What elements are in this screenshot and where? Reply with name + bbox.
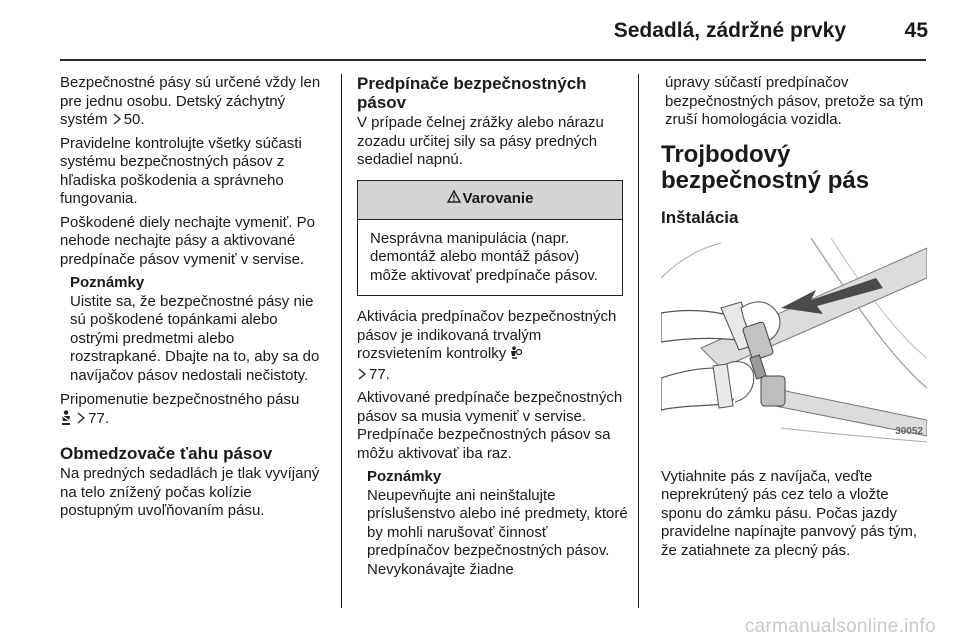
page-reference-link[interactable]: 77. [88, 409, 110, 427]
paragraph: Aktivované predpínače bezpečnostných pásov sa musia vymeniť v servise. Predpínače bezpečnostných pásov sa môžu aktivovať iba raz. [357, 389, 623, 462]
reference-arrow-icon [112, 111, 124, 130]
section-heading: Predpínače bezpečnostných pásov [357, 74, 587, 112]
note-block [70, 274, 328, 385]
page-reference-link[interactable]: 77. [369, 365, 390, 383]
seatbelt-reminder-icon [60, 410, 72, 431]
paragraph: Vytiahnite pás z navíjača, veďte neprekrútený pás cez telo a vložte sponu do zámku pásu. Počas jazdy pravidelne napínajte panvový pás tým, že zatiahnete za plecný pás. [661, 467, 917, 559]
paragraph: Aktivácia predpínačov bezpečnostných pásov je indikovaná trvalým rozsvietením kontrolky 77. [357, 308, 617, 383]
page-reference-link[interactable]: 50. [123, 111, 145, 128]
reference-arrow-icon [357, 366, 369, 385]
watermark: carmanualsonline.info [744, 616, 936, 637]
paragraph: Na predných sedadlách je tlak vyvíjaný na telo znížený počas kolízie postupným uvoľňovaním pásu. [60, 465, 320, 519]
note-text: Neupevňujte ani neinštalujte príslušenstvo alebo iné predmety, ktoré by mohli narušovať činnosť predpínačov bezpečnostných pásov. Nevykonávajte žiadne [367, 486, 628, 578]
image-code: 30052 [895, 426, 923, 437]
page-number: 45 [904, 19, 928, 42]
airbag-tensioner-icon [510, 346, 522, 366]
column-divider [341, 74, 342, 608]
warning-triangle-icon [447, 190, 461, 209]
note-text: Uistite sa, že bezpečnostné pásy nie sú poškodené topánkami alebo ostrými predmetmi alebo rozstrapkané. Dbajte na to, aby sa do navíjačov pásov nedostali nečistoty. [70, 292, 320, 384]
seatbelt-installation-illustration [661, 238, 927, 446]
column-2 [357, 74, 629, 585]
page-header-title: Sedadlá, zádržné prvky [613, 19, 846, 42]
column-3 [661, 74, 933, 565]
section-heading: Obmedzovače ťahu pásov [60, 444, 273, 463]
note-title: Poznámky [367, 468, 442, 485]
column-divider [638, 74, 639, 608]
column-1 [60, 74, 328, 526]
sub-heading: Inštalácia [661, 207, 739, 227]
paragraph: V prípade čelnej zrážky alebo nárazu zozadu určitej sily sa pásy predných sedadiel napnú. [357, 114, 604, 168]
note-title: Poznámky [70, 274, 145, 291]
header-rule [60, 59, 926, 61]
note-block [367, 468, 629, 579]
paragraph: Pravidelne kontrolujte všetky súčasti systému bezpečnostných pásov z hľadiska poškodenia a správneho fungovania. [60, 134, 302, 207]
warning-header [358, 181, 622, 220]
reference-arrow-icon [76, 410, 88, 429]
warning-box [357, 180, 623, 297]
paragraph: Pripomenutie bezpečnostného pásu 77. [60, 391, 328, 430]
paragraph: Bezpečnostné pásy sú určené vždy len pre jednu osobu. Detský záchytný systém 50. [60, 74, 321, 128]
warning-text: Nesprávna manipulácia (napr. demontáž alebo montáž pásov) môže aktivovať predpínače pásov. [370, 229, 598, 284]
section-heading: Trojbodový bezpečnostný pás [661, 140, 870, 194]
paragraph: úpravy súčastí predpínačov bezpečnostných pásov, pretože sa tým zruší homologácia vozidla. [665, 74, 924, 128]
paragraph: Poškodené diely nechajte vymeniť. Po nehode nechajte pásy a aktivované predpínače pásov vymeniť v servise. [60, 213, 315, 268]
warning-title: Varovanie [462, 190, 534, 208]
